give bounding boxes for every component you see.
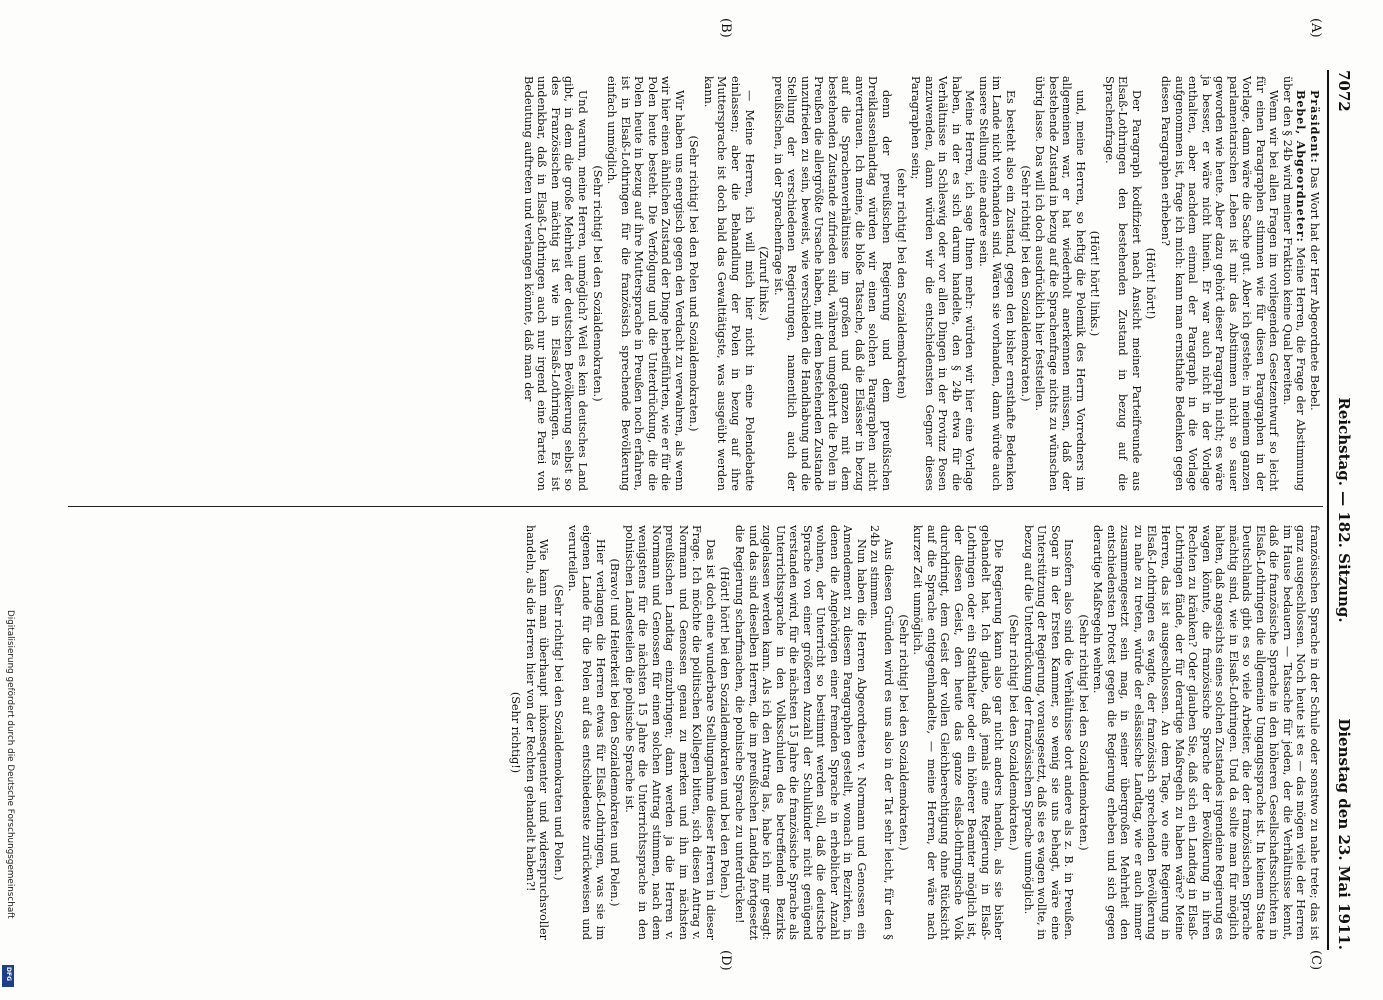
body-paragraph: Es besteht also ein Zustand, gegen den bisher ernsthafte Bedenken im Lande nicht vorhanden sind. Wären sie vorhanden, dann würde auch unsere Stellung eine andere sein. <box>976 76 1017 491</box>
interjection: (Sehr richtig! bei den Sozialdemokraten und Polen.) <box>551 584 565 881</box>
body-paragraph: französischen Sprache in der Schule oder sonstwo zu nahe trete; das ist ganz ausgeschlossen. Noch heute ist es — das mögen viele der Herren im Hause bedauern — Tatsache für jeden, der die Verhältnisse kennt, daß die französische Sprache in den höheren Gesellschaftsschichten in Elsaß-Lothringen die allgemeine Umgangssprache ist. In keinem Staate Deutschlands gibt es so viele Arbeiter, die der französischen Sprache mächtig sind, wie in Elsaß-Lothringen. Und da sollte man für möglich halten, daß angesichts eines solchen Zustandes irgendeine Regierung es wagen könnte, die französische Sprache der Bevölkerung in ihren Rechten zu kränken? Oder glauben Sie, daß sich ein Landtag in Elsaß-Lothringen fände, der für derartige Maßregeln zu haben wäre? Meine Herren, das ist ausgeschlossen. An dem Tage, wo eine Regierung in Elsaß-Lothringen es wagte, der französisch sprechenden Bevölkerung zu nahe zu treten, würde der elsässische Landtag, wie er auch immer zusammengesetzt sein mag, in seiner übergroßen Mehrheit den entschiedensten Protest gegen die Regierung erheben und sich gegen derartige Maßregeln wehren. <box>1091 525 1321 940</box>
body-paragraph: denn der preußischen Regierung und dem preußischen Dreiklassenlandtag würden wir einen solchen Paragraphen nicht anvertrauen. Ich meine, die bloße Tatsache, daß die Elsässer in bezug auf die Sprachenverhältnisse im großen und ganzen mit dem bestehenden Zustande zufrieden sind, während umgekehrt die Polen in Preußen die allergrößte Ursache haben, mit dem bestehenden Zustande unzufrieden zu sein, beweist, wie verschieden die Handhabung und die Stellung der verschiedenen Regierungen, namentlich auch der preußischen, in der Sprachenfrage ist. <box>771 76 894 491</box>
margin-marker-c: (C) <box>1308 950 1323 971</box>
margin-marker-d: (D) <box>718 950 733 971</box>
interjection: (Sehr richtig! bei den Sozialdemokraten.) <box>1018 165 1032 402</box>
body-paragraph: Wir haben uns energisch gegen den Verdacht zu verwahren, als wenn wir hier einen ähnlichen Zustand der Dinge herbeiführten, wie er für die Polen heute besteht. Die Verfolgung und die Unterdrückung, die die Polen heute in bezug auf ihre Muttersprache in Preußen noch erfahren, ist in Elsaß-Lothringen für die französisch sprechende Bevölkerung einfach unmöglich. <box>605 76 686 491</box>
interjection: (Sehr richtig! bei den Sozialdemokraten.) <box>1076 614 1090 851</box>
left-column <box>521 76 1321 491</box>
speaker-name: Präsident: <box>1308 90 1322 164</box>
body-paragraph: Meine Herren, ich sage Ihnen mehr: würden wir hier eine Vorlage haben, in der es sich darum handelte, den § 24b etwa für die Verhältnisse in Schleswig oder vor allen Dingen in der Provinz Posen anzuwenden, dann würden wir die entschiedensten Gegner dieses Paragraphen sein; <box>909 76 977 491</box>
speaker-name: Bebel, Abgeordneter: <box>1294 90 1309 243</box>
speech-text: Das Wort hat der Herr Abgeordnete Bebel. <box>1308 167 1321 411</box>
interjection: (Hört! hört! links.) <box>1088 230 1102 337</box>
dfg-logo-text: DFG <box>5 967 12 982</box>
speech-paragraph <box>1280 76 1307 491</box>
speech-text: Meine Herren, die Frage der Abstimmung über den § 24b wird meiner Fraktion keine Qual bereiten. <box>1280 76 1308 491</box>
column-divider <box>68 506 1323 507</box>
speech-paragraph <box>1307 76 1321 491</box>
session-title: Reichstag. — 182. Sitzung. <box>1335 397 1353 623</box>
right-column <box>508 525 1321 940</box>
body-paragraph: Hier verlangen die Herren etwas für Elsaß-Lothringen, was sie im eigenen Lande für die Polen auf das entschiedenste zurückweisen und verurteilen. <box>566 525 607 940</box>
session-date: Dienstag den 23. Mai 1911. <box>1335 718 1353 950</box>
body-paragraph: Das ist doch eine wunderbare Stellungnahme dieser Herren in dieser Frage. Ich möchte die politischen Kollegen bitten, sich diesen Antrag v. Normann und Genossen genau zu merken und ihn im nächsten preußischen Landtag einzubringen; dann werden ja die Herren v. Normann und Genossen für einen solchen Antrag stimmen, nach dem wenigstens für die nächsten 15 Jahre die Unterrichtssprache in den polnischen Landesteilen die polnische Sprache ist. <box>622 525 717 940</box>
interjection: (Sehr richtig! bei den Sozialdemokraten.) <box>1006 614 1020 851</box>
body-paragraph: — Meine Herren, ich will mich hier nicht in eine Polendebatte einlassen; aber die Behandlung der Polen in bezug auf ihre Muttersprache ist doch bald das Gewalttätigste, was ausgeübt werden kann. <box>701 76 756 491</box>
interjection: (Hört! hört!) <box>1144 247 1158 320</box>
digitization-note <box>3 610 15 980</box>
body-paragraph: Wenn wir bei allen Fragen im vorliegenden Gesetzentwurf so leicht für einen Paragraphen stimmen wie für diesen Paragraphen in der Vorlage, dann wäre die Sache gut. Aber ich gestehe: in meinem ganzen parlamentarischen Leben ist mir das Abstimmen nicht so sauer geworden wie heute. Aber dazu gehört dieser Paragraph nicht; es wäre ja besser, er wäre nicht hinein. Er war auch nicht in der Vorlage enthalten, aber nachdem einmal der Paragraph in die Vorlage aufgenommen ist, frage ich mich: kann man ernsthafte Bedenken gegen diesen Paragraphen erheben? <box>1158 76 1281 491</box>
body-paragraph: Nun haben die Herren Abgeordneten v. Normann und Genossen ein Amendement zu diesem Paragraphen gestellt, wonach in Bezirken, in denen die Angehörigen einer fremden Sprache in erheblicher Anzahl wohnen, der Unterricht so bestimmt werden soll, daß die deutsche Sprache von einer größeren Anzahl der Schulkinder nicht genügend verstanden wird, für die nächsten 15 Jahre die französische Sprache als Unterrichtssprache in den Volksschulen des betreffenden Bezirks zugelassen werden kann. Als ich den Antrag las, habe ich mir gesagt: und das sind dieselben Herren, die im preußischen Landtag fortgesetzt die Regierung scharfmachen, die polnische Sprache zu unterdrücken! <box>733 525 868 940</box>
body-paragraph: Aus diesen Gründen wird es uns also in der Tat sehr leicht, für den § 24b zu stimmen. <box>868 525 896 940</box>
header-rule <box>1327 70 1329 950</box>
interjection: (Sehr richtig! bei den Polen und Sozialdemokraten.) <box>687 135 701 432</box>
page-header <box>1331 70 1355 950</box>
body-paragraph: Der Paragraph kodifiziert nach Ansicht meiner Parteifreunde aus Elsaß-Lothringen den bestehenden Zustand in bezug auf die Sprachenfrage. <box>1102 76 1143 491</box>
page-number: 7072 <box>1335 70 1353 112</box>
body-paragraph: Die Regierung kann also gar nicht anders handeln, als sie bisher gehandelt hat. Ich glaube, daß jemals eine Regierung in Elsaß-Lothringen oder ein Statthalter oder ein höherer Beamter möglich ist, der diesen Geist, den heute das ganze elsaß-lothringische Volk durchdringt, dem Geist der vollen Gleichberechtigung ohne Rücksicht auf die Sprache entgegenhandelte, — meine Herren, der wäre nach kurzer Zeit unmöglich. <box>911 525 1006 940</box>
digitization-note-text: Digitalisierung gefördert durch die Deutsche Forschungsgemeinschaft <box>5 610 15 919</box>
interjection: (Zuruf links.) <box>757 246 771 321</box>
body-paragraph: Und warum, meine Herren, unmöglich? Weil es kein deutsches Land gibt, in dem die große Mehrheit der deutschen Bevölkerung selbst so des Französischen mächtig ist wie in Elsaß-Lothringen. Es ist undenkbar, daß in Elsaß-Lothringen auch nur irgend eine Partei von Bedeutung auftreten und verlangen könnte, daß man der <box>521 76 590 491</box>
body-paragraph: Insofern also sind die Verhältnisse dort andere als z. B. in Preußen. Sogar in der Ersten Kammer, so wenig sie uns behagt, wäre eine Unterstützung der Regierung, vorausgesetzt, daß sie es wagen wollte, in bezug auf die Unterdrückung der französischen Sprache unmöglich. <box>1021 525 1076 940</box>
margin-marker-a: (A) <box>1308 18 1323 38</box>
interjection: (Hört! hört! bei den Sozialdemokraten und bei den Polen.) <box>718 566 732 899</box>
interjection: (sehr richtig! bei den Sozialdemokraten) <box>894 168 908 399</box>
body-paragraph: und, meine Herren, so heftig die Polemik des Herrn Vorredners im allgemeinen war, er hat wiederholt anerkennen müssen, daß der bestehende Zustand in bezug auf die Sprachenfrage nichts zu wünschen übrig lasse. Das will ich doch ausdrücklich hier feststellen. <box>1033 76 1087 491</box>
interjection: (Sehr richtig! bei den Sozialdemokraten.) <box>590 165 604 402</box>
dfg-logo <box>2 965 14 987</box>
interjection: (Sehr richtig!) <box>509 691 523 774</box>
interjection: (Sehr richtig! bei den Sozialdemokraten.) <box>896 614 910 851</box>
body-paragraph: Wie kann man überhaupt inkonsequenter und widerspruchsvoller handeln, als die Herren hier von der Rechten gehandelt haben?! <box>523 525 551 940</box>
margin-marker-b: (B) <box>718 18 733 38</box>
interjection: (Bravo! und Heiterkeit bei den Sozialdemokraten und Polen.) <box>608 558 622 907</box>
